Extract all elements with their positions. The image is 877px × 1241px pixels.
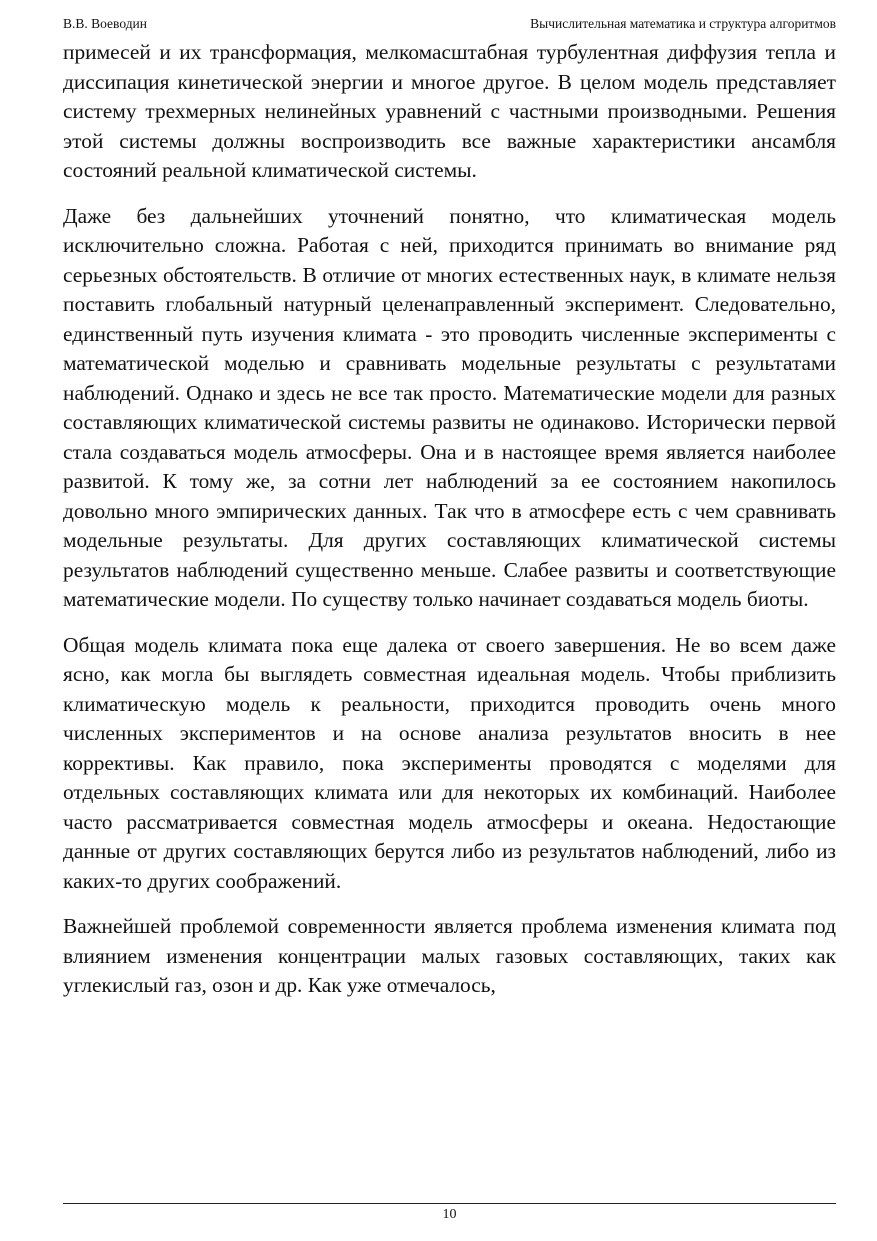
header-author: В.В. Воеводин xyxy=(63,16,148,31)
header-book-title: Вычислительная математика и структура алгоритмов xyxy=(530,16,836,31)
body-text xyxy=(63,38,836,1017)
paragraph-3: Общая модель климата пока еще далека от своего завершения. Не во всем даже ясно, как могла бы выглядеть совместная идеальная модель. Чтобы приблизить климатическую модель к реальности, приходится проводить очень много численных экспериментов и на основе анализа результатов вносить в нее коррективы. Как правило, пока эксперименты проводятся с моделями для отдельных составляющих климата или для некоторых их комбинаций. Наиболее часто рассматривается совместная модель атмосферы и океана. Недостающие данные от других составляющих берутся либо из результатов наблюдений, либо из каких-то других соображений. xyxy=(63,632,836,893)
page-number: 10 xyxy=(442,1207,457,1222)
paragraph-4: Важнейшей проблемой современности является проблема изменения климата под влиянием изменения концентрации малых газовых составляющих, таких как углекислый газ, озон и др. Как уже отмечалось, xyxy=(63,914,836,997)
paragraph-1: примесей и их трансформация, мелкомасштабная турбулентная диффузия тепла и диссипация кинетической энергии и многое другое. В целом модель представляет систему трехмерных нелинейных уравнений с частными производными. Решения этой системы должны воспроизводить все важные характеристики ансамбля состояний реальной климатической системы. xyxy=(63,40,836,182)
footer-divider xyxy=(63,1203,836,1204)
paragraph-2: Даже без дальнейших уточнений понятно, что климатическая модель исключительно сложна. Работая с ней, приходится принимать во внимание ряд серьезных обстоятельств. В отличие от многих естественных наук, в климате нельзя поставить глобальный натурный целенаправленный эксперимент. Следовательно, единственный путь изучения климата - это проводить численные эксперименты с математической моделью и сравнивать модельные результаты с результатами наблюдений. Однако и здесь не все так просто. Математические модели для разных составляющих климатической системы развиты не одинаково. Исторически первой стала создаваться модель атмосферы. Она и в настоящее время является наиболее развитой. К тому же, за сотни лет наблюдений за ее состоянием накопилось довольно много эмпирических данных. Так что в атмосфере есть с чем сравнивать модельные результаты. Для других составляющих климатической системы результатов наблюдений существенно меньше. Слабее развиты и соответствующие математические модели. По существу только начинает создаваться модель биоты. xyxy=(63,203,836,611)
running-header xyxy=(63,14,836,36)
